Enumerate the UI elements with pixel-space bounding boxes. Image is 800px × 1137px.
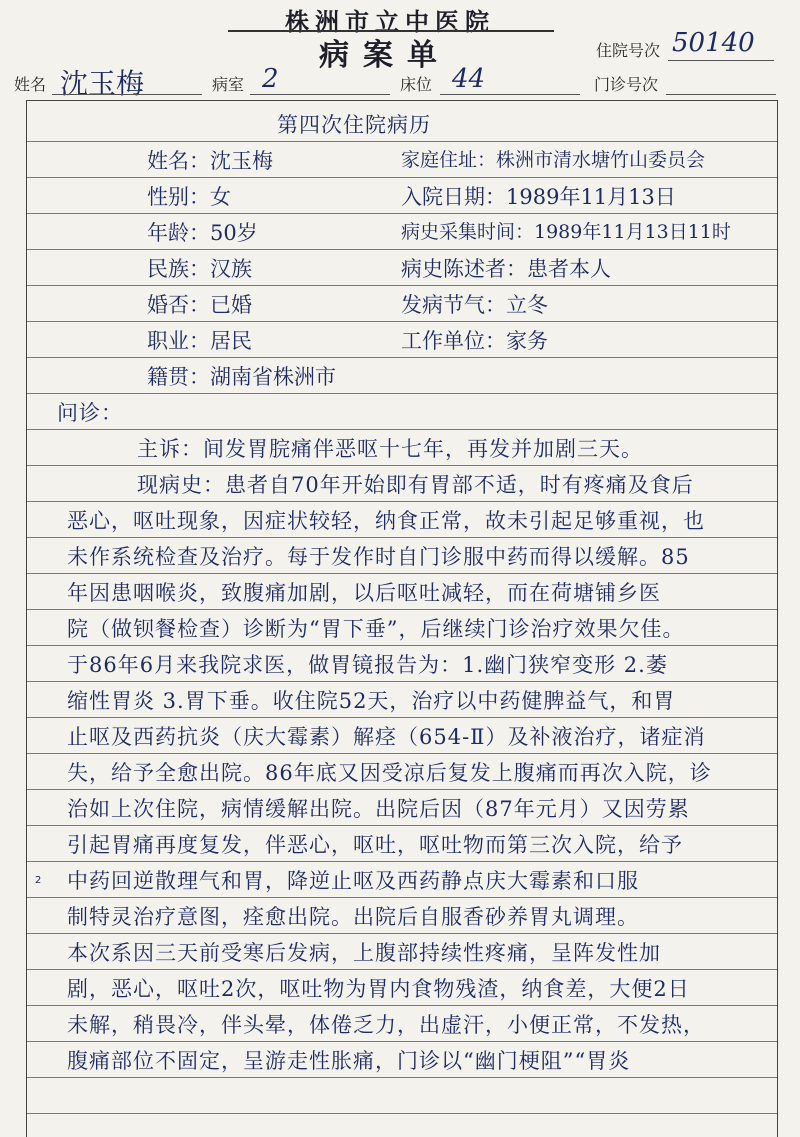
bed-underline [440, 94, 580, 95]
admission-no-underline [668, 60, 774, 61]
bed-value: 44 [452, 64, 486, 94]
hospital-name: 株洲市立中医院 [285, 7, 495, 36]
history-line: 制特灵治疗意图，痊愈出院。出院后自服香砂养胃丸调理。 [67, 905, 639, 929]
ward-value: 2 [262, 64, 279, 94]
history-line: 未作系统检查及治疗。每于发作时自门诊服中药而得以缓解。85 [67, 545, 690, 569]
field-solar-term: 发病节气：立冬 [401, 293, 548, 317]
outpatient-no-underline [666, 94, 776, 95]
record-title: 第四次住院病历 [277, 113, 431, 137]
field-name: 姓名：沈玉梅 [147, 149, 273, 173]
history-line: 于86年6月来我院求医，做胃镜报告为：1.幽门狭窄变形 2.萎 [67, 653, 668, 677]
ward-underline [250, 94, 390, 95]
history-line: 年因患咽喉炎，致腹痛加剧，以后呕吐减轻，而在荷塘铺乡医 [67, 581, 661, 605]
history-line: 院（做钡餐检查）诊断为“胃下垂”，后继续门诊治疗效果欠佳。 [67, 617, 685, 641]
field-work-unit: 工作单位：家务 [401, 329, 548, 353]
field-age: 年龄：50岁 [147, 221, 258, 245]
history-line: 恶心，呕吐现象，因症状较轻，纳食正常，故未引起足够重视，也 [67, 509, 705, 533]
ruled-writing-area [26, 100, 778, 1137]
field-occupation: 职业：居民 [147, 329, 252, 353]
field-admission-date: 入院日期：1989年11月13日 [401, 185, 676, 209]
history-line: 未解，稍畏冷，伴头晕，体倦乏力，出虚汗，小便正常，不发热， [67, 1013, 705, 1037]
field-informant: 病史陈述者：患者本人 [401, 257, 611, 281]
name-label: 姓名 [14, 75, 47, 94]
ward-label: 病室 [212, 75, 245, 94]
field-sex: 性别：女 [147, 185, 231, 209]
field-native-place: 籍贯：湖南省株洲市 [147, 365, 336, 389]
history-line: 治如上次住院，病情缓解出院。出院后因（87年元月）又因劳累 [67, 797, 690, 821]
history-line: 现病史：患者自70年开始即有胃部不适，时有疼痛及食后 [137, 473, 694, 497]
form-title: 病案单 [319, 38, 451, 73]
field-address: 家庭住址：株洲市清水塘竹山委员会 [401, 149, 706, 171]
inquiry-label: 问诊： [57, 401, 123, 425]
chief-complaint-line: 主诉：间发胃脘痛伴恶呕十七年，再发并加剧三天。 [137, 437, 643, 461]
history-line: 本次系因三天前受寒后发病，上腹部持续性疼痛，呈阵发性加 [67, 941, 661, 965]
history-line: 缩性胃炎 3.胃下垂。收住院52天，治疗以中药健脾益气，和胃 [67, 689, 676, 713]
bed-label: 床位 [400, 75, 433, 94]
history-line: 剧，恶心，呕吐2次，呕吐物为胃内食物残渣，纳食差，大便2日 [67, 977, 690, 1001]
admission-no-value: 50140 [672, 28, 755, 58]
history-line: 止呕及西药抗炎（庆大霉素）解痉（654-Ⅱ）及补液治疗，诸症消 [67, 725, 706, 749]
name-underline [52, 94, 202, 95]
field-marital: 婚否：已婚 [147, 293, 252, 317]
field-history-time: 病史采集时间：1989年11月13日11时 [401, 221, 731, 243]
history-line: 引起胃痛再度复发，伴恶心，呕吐，呕吐物而第三次入院，给予 [67, 833, 683, 857]
outpatient-no-label: 门诊号次 [594, 75, 659, 94]
field-ethnicity: 民族：汉族 [147, 257, 252, 281]
name-value: 沈玉梅 [60, 67, 145, 100]
margin-note: 2 [35, 875, 42, 886]
history-line: 中药回逆散理气和胃，降逆止呕及西药静点庆大霉素和口服 [67, 869, 639, 893]
admission-no-label: 住院号次 [596, 41, 661, 60]
history-line: 腹痛部位不固定，呈游走性胀痛，门诊以“幽门梗阻”“胃炎 [67, 1049, 631, 1073]
history-line: 失，给予全愈出院。86年底又因受凉后复发上腹痛而再次入院，诊 [67, 761, 712, 785]
